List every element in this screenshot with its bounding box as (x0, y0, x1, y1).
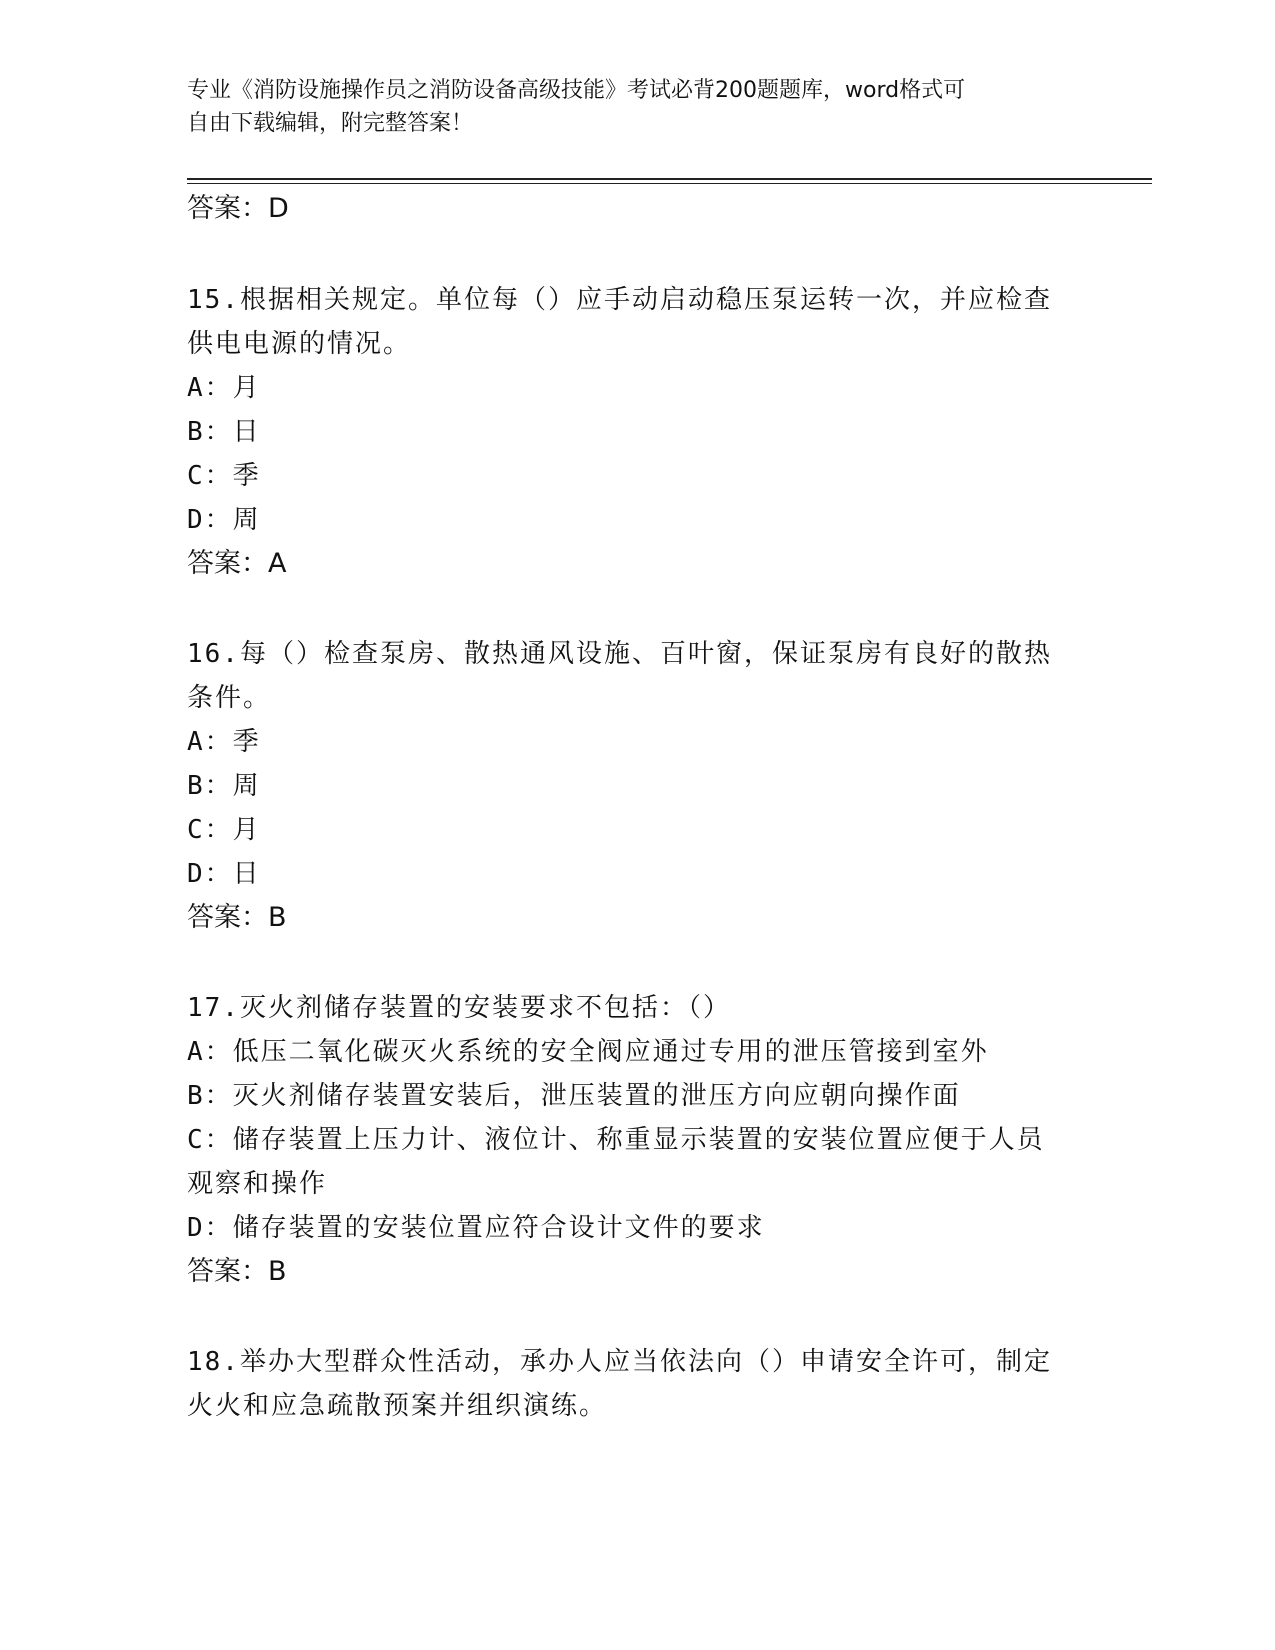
question-16-text-line-2: 条件。 (187, 683, 272, 713)
question-15-text-line-1: 15.根据相关规定。单位每（）应手动启动稳压泵运转一次，并应检查 (187, 285, 1052, 315)
question-17-option-b: B：灭火剂储存装置安装后，泄压装置的泄压方向应朝向操作面 (187, 1081, 961, 1111)
question-17-option-a: A：低压二氧化碳灭火系统的安全阀应通过专用的泄压管接到室外 (187, 1037, 989, 1067)
question-16-text-line-1: 16.每（）检查泵房、散热通风设施、百叶窗，保证泵房有良好的散热 (187, 639, 1052, 669)
question-15-option-b: B：日 (187, 417, 261, 447)
question-15-text-line-2: 供电电源的情况。 (187, 329, 412, 359)
document-header (187, 74, 1067, 140)
question-16-option-a: A：季 (187, 727, 261, 757)
question-17-option-c: C：储存装置上压力计、液位计、称重显示装置的安装位置应便于人员 (187, 1125, 1045, 1155)
question-15-option-d: D：周 (187, 505, 261, 535)
header-line-1: 专业《消防设施操作员之消防设备高级技能》考试必背200题题库，word格式可 (187, 78, 966, 103)
question-16-answer: 答案：B (187, 902, 287, 933)
question-18-text-line-2: 火火和应急疏散预案并组织演练。 (187, 1391, 608, 1421)
header-line-2: 自由下载编辑，附完整答案！ (187, 111, 474, 136)
question-18-text-line-1: 18.举办大型群众性活动，承办人应当依法向（）申请安全许可，制定 (187, 1347, 1052, 1377)
header-divider-thick (187, 178, 1152, 180)
question-15-option-a: A：月 (187, 373, 261, 403)
question-15-option-c: C：季 (187, 461, 261, 491)
question-16-option-c: C：月 (187, 815, 261, 845)
question-15-answer: 答案：A (187, 548, 287, 579)
question-17-answer: 答案：B (187, 1256, 287, 1287)
previous-answer: 答案：D (187, 193, 289, 224)
header-divider-thin (187, 183, 1152, 184)
question-17-option-d: D：储存装置的安装位置应符合设计文件的要求 (187, 1213, 765, 1243)
question-16-option-d: D：日 (187, 859, 261, 889)
question-16-option-b: B：周 (187, 771, 261, 801)
question-17-option-c-continued: 观察和操作 (187, 1169, 328, 1199)
question-17-text-line-1: 17.灭火剂储存装置的安装要求不包括：（） (187, 993, 731, 1023)
